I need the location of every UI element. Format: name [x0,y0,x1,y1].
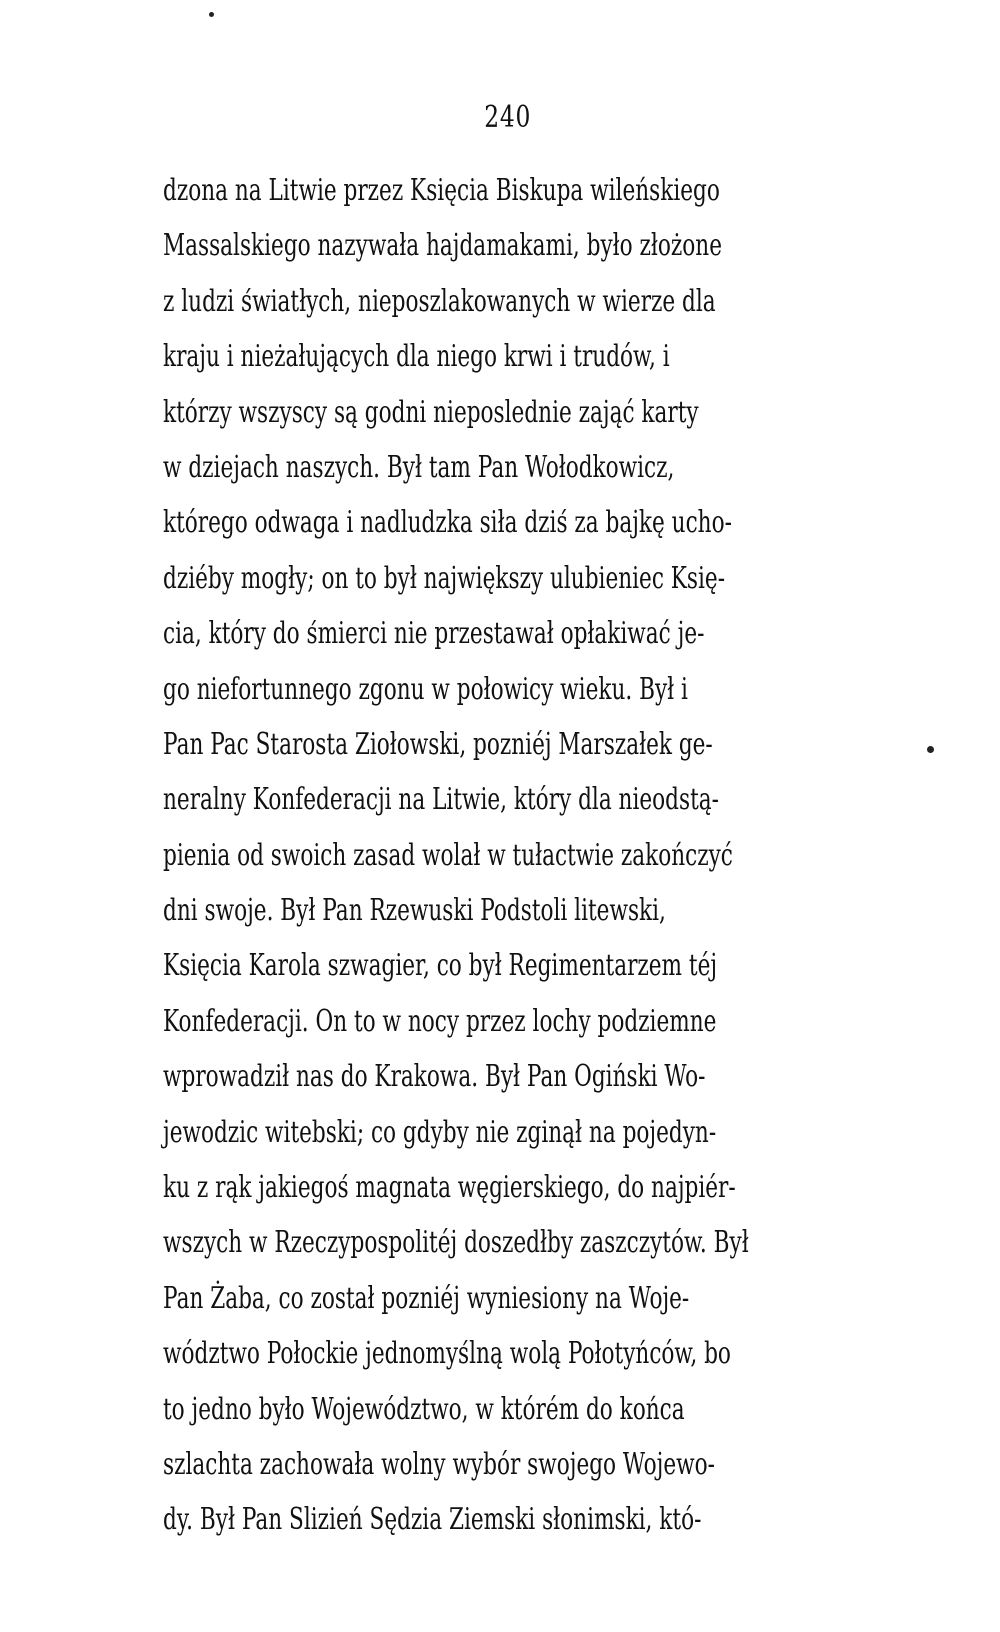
text-line: którzy wszyscy są godni nieposlednie zająć karty [163,394,699,430]
text-line: w dziejach naszych. Był tam Pan Wołodkowicz, [163,449,675,485]
ink-speck [927,746,934,753]
text-line: neralny Konfederacji na Litwie, który dla nieodstą- [163,782,719,818]
text-line: dziéby mogły; on to był największy ulubieniec Księ- [163,560,726,596]
text-line: Pan Żaba, co został pozniéj wyniesiony na Woje- [163,1280,690,1316]
text-line: ku z rąk jakiegoś magnata węgierskiego, do najpiér- [163,1170,736,1206]
text-line: pienia od swoich zasad wolał w tułactwie zakończyć [163,837,733,873]
text-line: jewodzic witebski; co gdyby nie zginął na pojedyn- [163,1114,717,1150]
text-line: Pan Pac Starosta Ziołowski, pozniéj Marszałek ge- [163,726,713,762]
page-number: 240 [484,100,532,135]
text-line: dzona na Litwie przez Księcia Biskupa wileńskiego [163,173,720,208]
text-line: cia, który do śmierci nie przestawał opłakiwać je- [163,616,705,652]
text-line: Księcia Karola szwagier, co był Regimentarzem téj [163,948,718,984]
text-line: Konfederacji. On to w nocy przez lochy podziemne [163,1003,717,1039]
body-text [163,163,883,1548]
text-line: to jedno było Województwo, w którém do końca [163,1391,685,1427]
text-line: z ludzi światłych, nieposzlakowanych w wierze dla [163,283,716,319]
text-line: wprowadził nas do Krakowa. Był Pan Ogiński Wo- [163,1059,706,1095]
text-line: dni swoje. Był Pan Rzewuski Podstoli litewski, [163,893,666,929]
text-line: którego odwaga i nadludzka siła dziś za bajkę ucho- [163,505,732,541]
text-line: kraju i nieżałujących dla niego krwi i trudów, i [163,339,670,375]
text-line: go niefortunnego zgonu w połowicy wieku. Był i [163,671,688,707]
text-line: dy. Był Pan Slizień Sędzia Ziemski słonimski, któ- [163,1502,702,1538]
text-line: Massalskiego nazywała hajdamakami, było złożone [163,228,723,264]
text-line: wództwo Połockie jednomyślną wolą Połotyńców, bo [163,1336,731,1372]
text-line: wszych w Rzeczypospolitéj doszedłby zaszczytów. Był [163,1225,749,1261]
text-line: szlachta zachowała wolny wybór swojego Wojewo- [163,1446,715,1482]
ink-speck [209,12,214,17]
